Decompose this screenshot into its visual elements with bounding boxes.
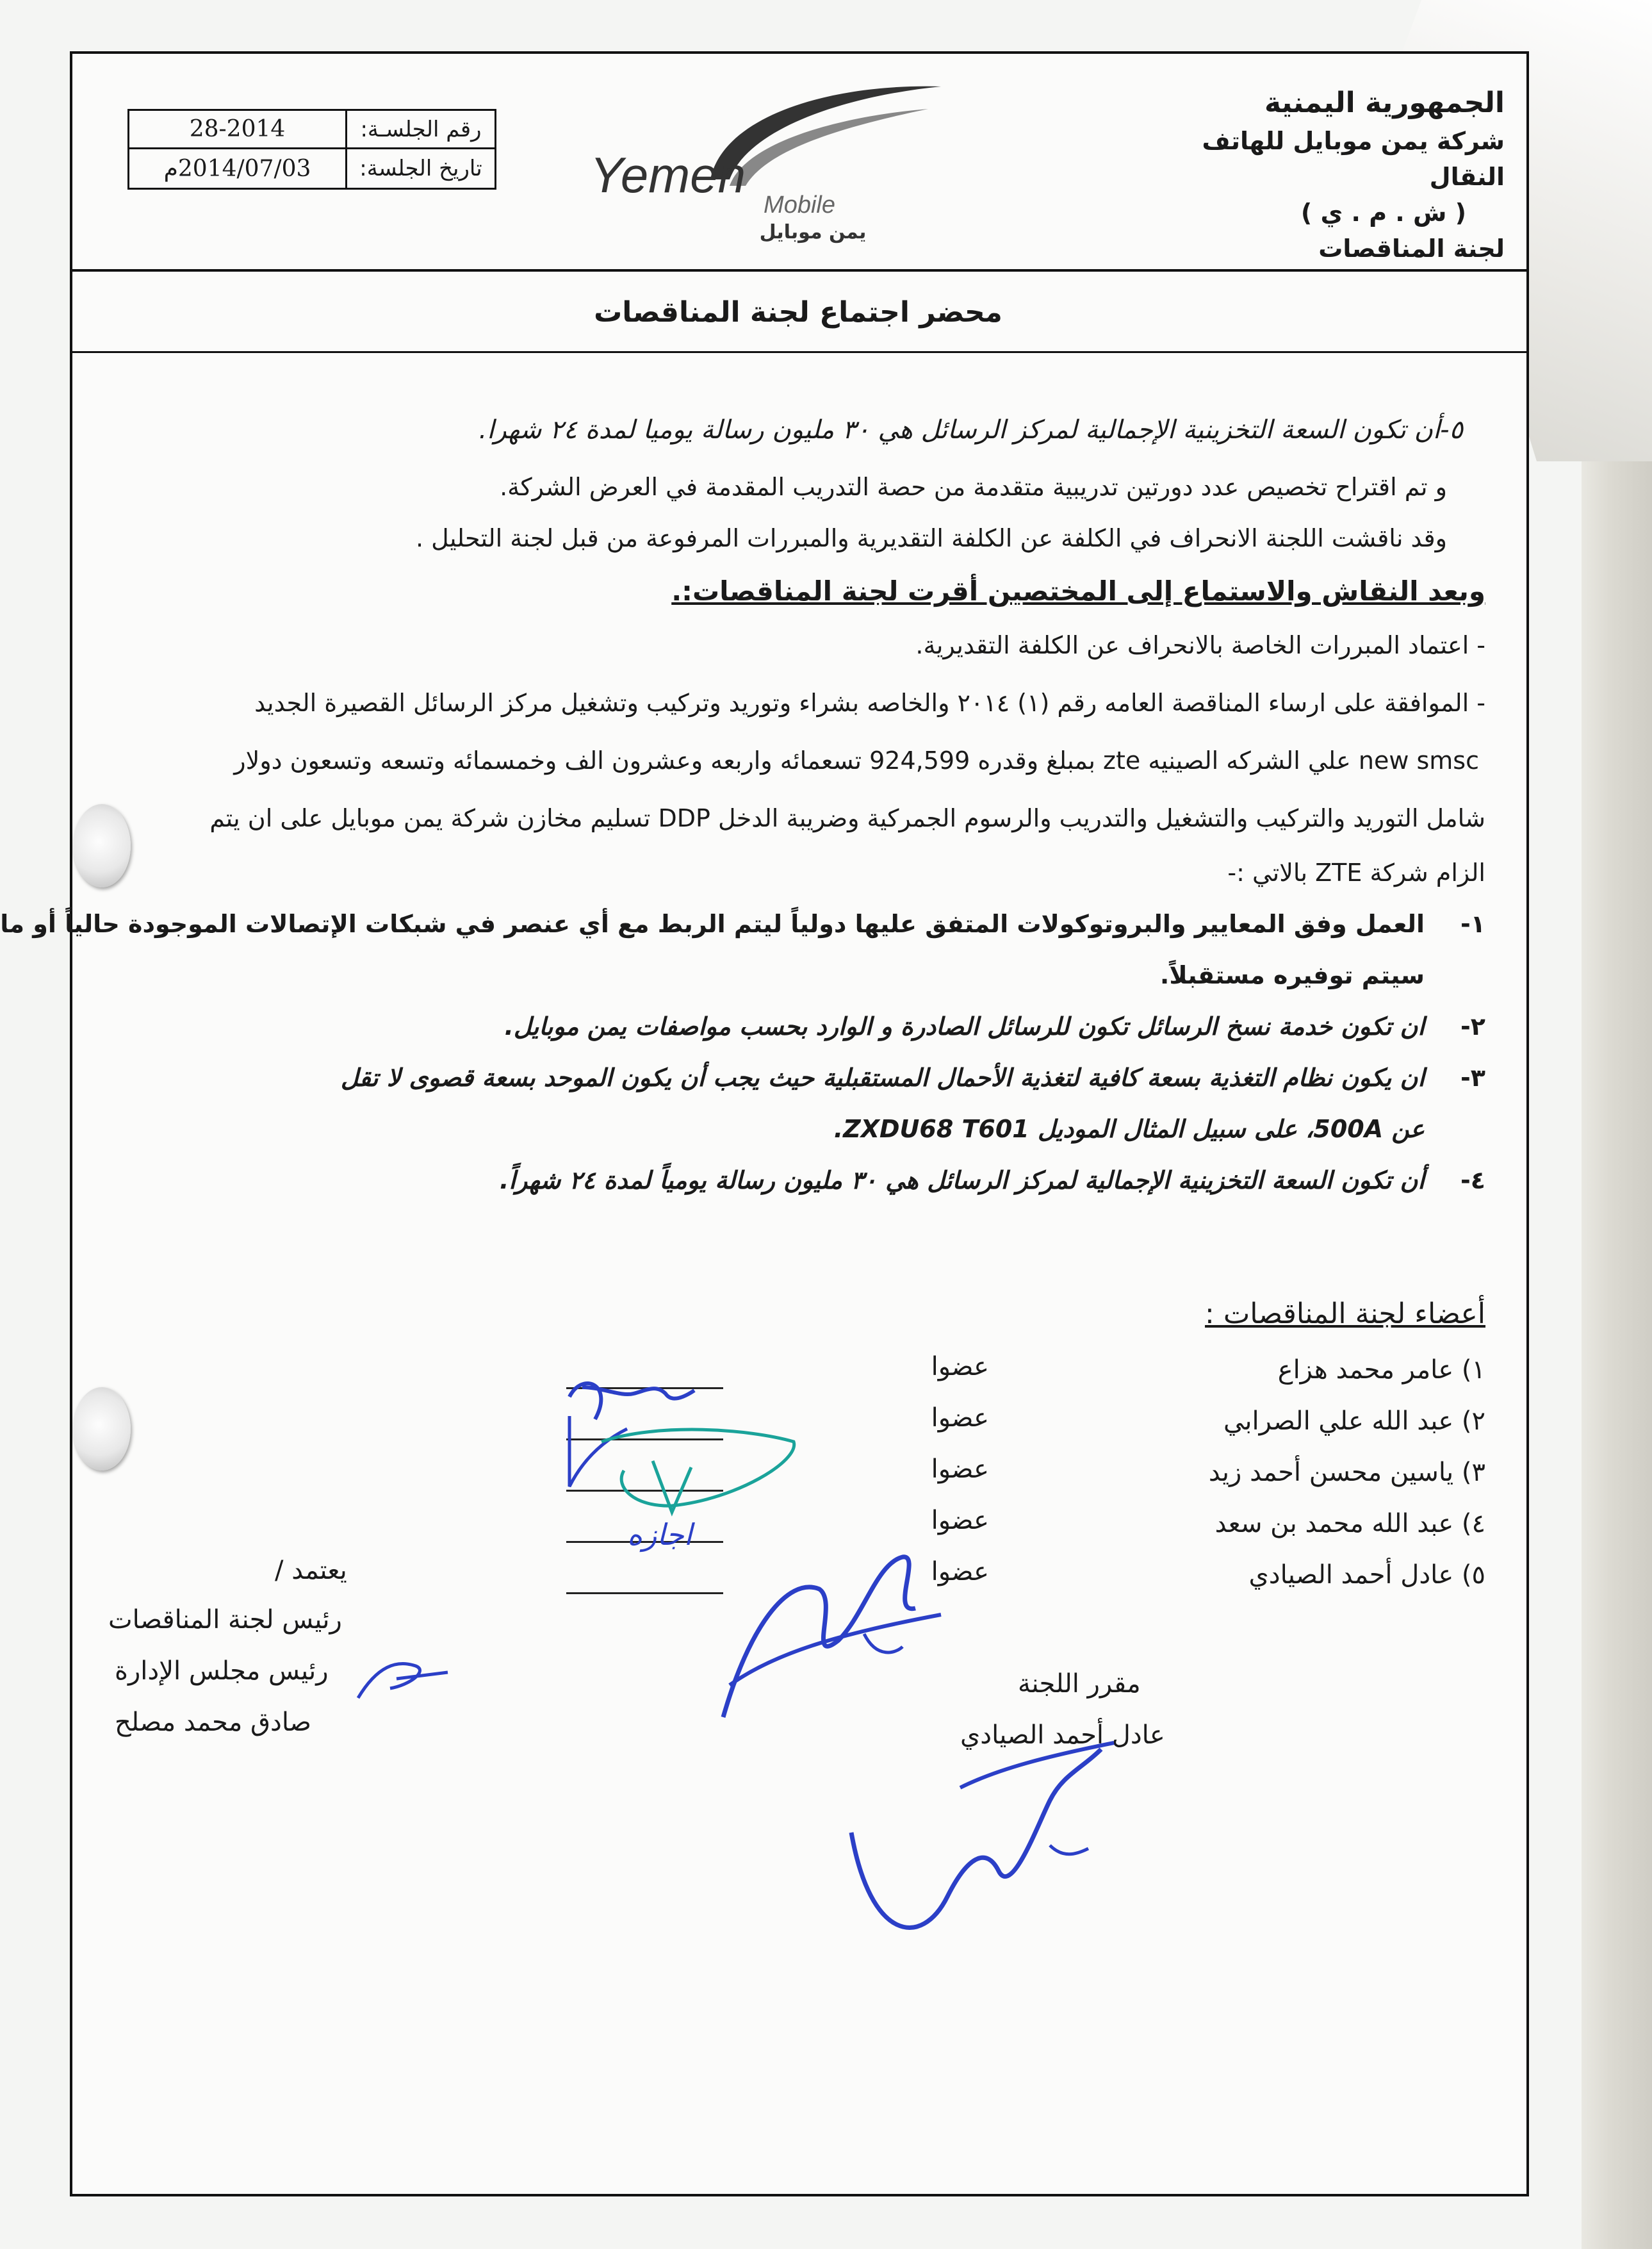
punch-hole xyxy=(73,1387,131,1470)
decision-heading: وبعد النقاش والاستماع إلى المختصين أقرت لجنة المناقصات:. xyxy=(671,575,1485,607)
document-title: محضر اجتماع لجنة المناقصات xyxy=(594,296,1002,329)
session-number-value: 28-2014 xyxy=(189,116,286,142)
member-signatures-icon xyxy=(544,1358,838,1551)
handwritten-leave-note: اجازه xyxy=(627,1517,692,1552)
punch-hole xyxy=(73,804,131,887)
session-row xyxy=(129,111,495,149)
decision-line: - اعتماد المبررات الخاصة بالانحراف عن الكلفة التقديرية. xyxy=(915,631,1485,659)
member-name: ٥) عادل أحمد الصيادي xyxy=(1248,1560,1485,1590)
committee-name: لجنة المناقصات xyxy=(1318,235,1505,263)
condition-text: ان تكون خدمة نسخ الرسائل تكون للرسائل الصادرة و الوارد بحسب مواصفات يمن موبايل. xyxy=(504,1012,1425,1041)
condition-number: ٤- xyxy=(1460,1166,1485,1194)
approval-title: رئيس مجلس الإدارة xyxy=(115,1656,329,1686)
session-date-label: تاريخ الجلسة: xyxy=(345,149,495,188)
member-name: ٤) عبد الله محمد بن سعد xyxy=(1214,1509,1485,1538)
country-name: الجمهورية اليمنية xyxy=(1264,86,1505,119)
decision-line: - الموافقة على ارساء المناقصة العامه رقم (١) ٢٠١٤ والخاصه بشراء وتوريد وتركيب وتشغيل مركز الرسائل القصيرة الجديد xyxy=(254,689,1485,717)
logo-swoosh-icon xyxy=(590,70,954,250)
session-table xyxy=(127,109,496,190)
svg-text:يمن موبايل: يمن موبايل xyxy=(759,221,867,243)
member-name: ١) عامر محمد هزاع xyxy=(1277,1355,1485,1385)
decision-line: الزام شركة ZTE بالاتي :- xyxy=(1227,859,1485,887)
member-role: عضوا xyxy=(931,1557,989,1586)
approval-name: صادق محمد مصلح xyxy=(115,1708,311,1737)
condition-text: عن 500A، على سبيل المثال الموديل ZXDU68 T601. xyxy=(833,1115,1425,1143)
condition-number: ٣- xyxy=(1460,1064,1485,1092)
condition-text: ان يكون نظام التغذية بسعة كافية لتغذية الأحمال المستقبلية حيث يجب أن يكون الموحد بسعة قصوى لا تقل xyxy=(340,1064,1425,1092)
condition-text: العمل وفق المعايير والبروتوكولات المتفق عليها دولياً ليتم الربط مع أي عنصر في شبكات الإتصالات الموجودة حالياً أو ما xyxy=(0,910,1425,938)
session-row xyxy=(129,149,495,188)
header-divider xyxy=(70,269,1526,272)
member-name: ٢) عبد الله علي الصرابي xyxy=(1223,1406,1485,1436)
title-divider xyxy=(70,351,1526,353)
condition-text: أن تكون السعة التخزينية الإجمالية لمركز الرسائل هي ٣٠ مليون رسالة يومياً لمدة ٢٤ شهراً. xyxy=(500,1166,1425,1194)
title-bar xyxy=(70,274,1526,351)
chairman-signature-icon xyxy=(832,1730,1127,1973)
svg-text:Yemen: Yemen xyxy=(590,147,746,203)
member-role: عضوا xyxy=(931,1506,989,1535)
intro-line: ٥-أن تكون السعة التخزينية الإجمالية لمركز الرسائل هي ٣٠ مليون رسالة يوميا لمدة ٢٤ شهرا. xyxy=(478,415,1463,445)
member-role: عضوا xyxy=(931,1352,989,1381)
member-name: ٣) ياسين محسن أحمد زيد xyxy=(1208,1458,1485,1487)
yemen-mobile-logo xyxy=(590,70,954,250)
session-number-label: رقم الجلسـة: xyxy=(345,111,495,147)
member-role: عضوا xyxy=(931,1454,989,1484)
condition-number: ٢- xyxy=(1460,1012,1485,1041)
rapporteur-name: عادل أحمد الصيادي xyxy=(960,1720,1165,1750)
member-role: عضوا xyxy=(931,1403,989,1433)
intro-line: وقد ناقشت اللجنة الانحراف في الكلفة عن الكلفة التقديرية والمبررات المرفوعة من قبل لجنة التحليل . xyxy=(416,524,1447,552)
company-type: ( ش . م . ي ) xyxy=(1300,199,1466,227)
members-heading: أعضاء لجنة المناقصات : xyxy=(1205,1298,1485,1330)
decision-line: شامل التوريد والتركيب والتشغيل والتدريب والرسوم الجمركية وضريبة الدخل DDP تسليم مخازن شركة يمن موبايل على ان يتم xyxy=(209,804,1485,832)
condition-text: سيتم توفيره مستقبلاً. xyxy=(1159,961,1425,989)
svg-text:Mobile: Mobile xyxy=(764,192,835,218)
organization-block xyxy=(1159,83,1505,267)
decision-line: new smsc علي الشركه الصينيه zte بمبلغ وقدره 924,599 تسعمائه واربعه وعشرون الف وخمسمائه وتسعه وتسعون دولار xyxy=(234,746,1479,775)
rapporteur-title: مقرر اللجنة xyxy=(1018,1669,1141,1699)
approval-initials-icon xyxy=(352,1653,454,1711)
condition-number: ١- xyxy=(1460,910,1485,938)
approval-title: رئيس لجنة المناقصات xyxy=(108,1605,342,1635)
company-name: شركة يمن موبايل للهاتف النقال xyxy=(1202,127,1505,191)
rapporteur-signature-icon xyxy=(710,1538,954,1743)
session-date-value: 2014/07/03م xyxy=(163,155,311,182)
approval-label: يعتمد / xyxy=(275,1556,347,1585)
signature-line xyxy=(566,1592,723,1594)
intro-line: و تم اقتراح تخصيص عدد دورتين تدريبية متقدمة من حصة التدريب المقدمة في العرض الشركة. xyxy=(500,473,1447,501)
